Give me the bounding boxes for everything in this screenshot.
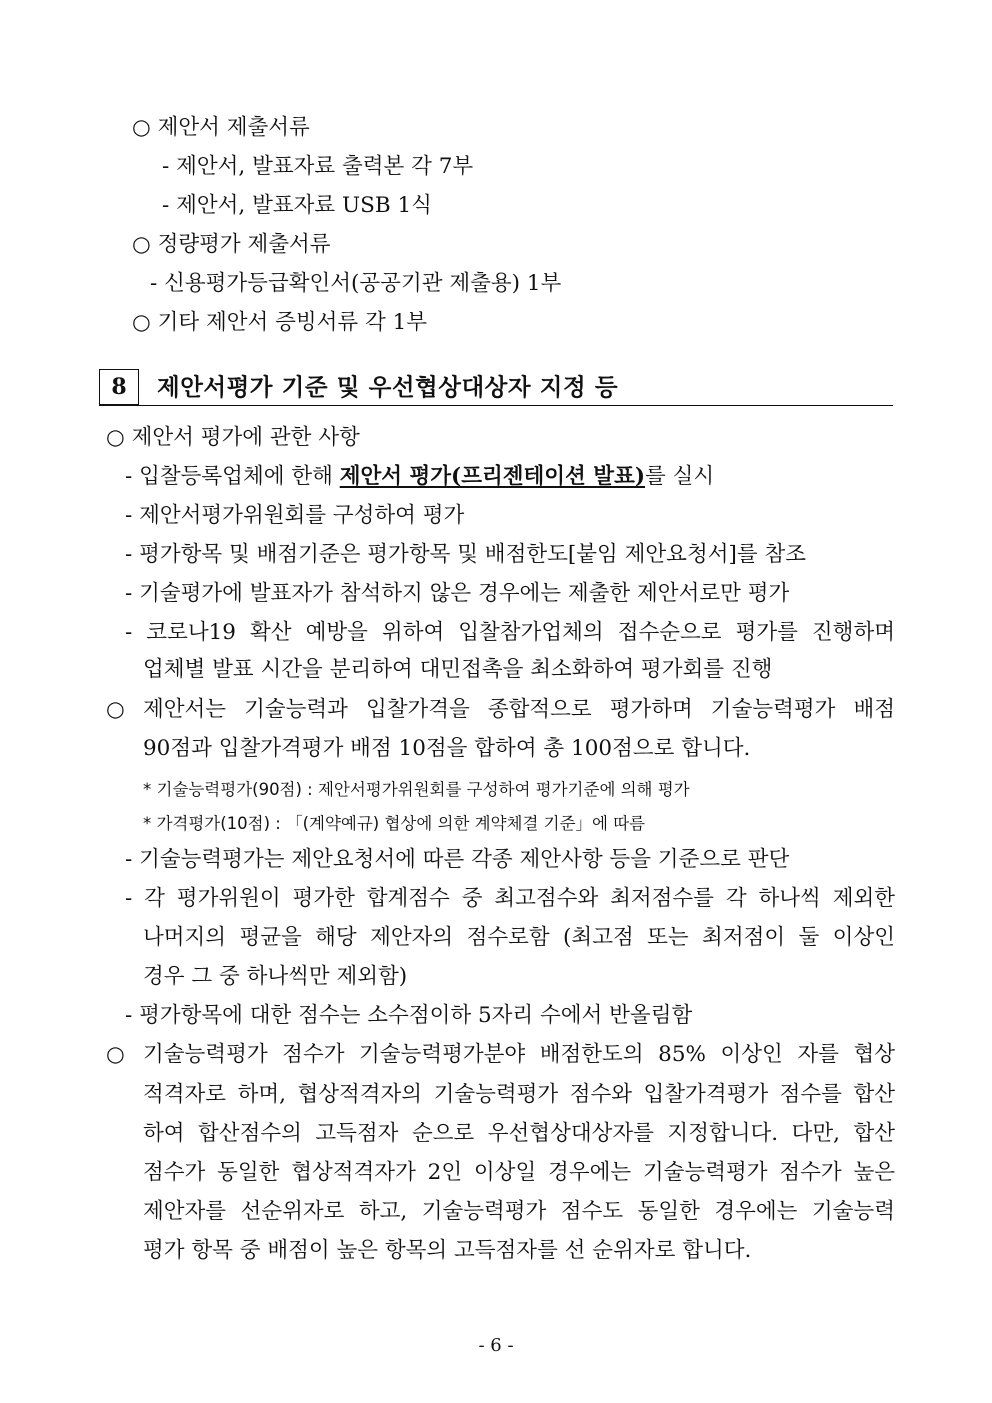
list-item: - 제안서, 발표자료 USB 1식: [162, 193, 432, 218]
list-item: - 코로나19 확산 예방을 위하여 입찰참가업체의 접수순으로 평가를 진행하며: [125, 620, 895, 645]
paragraph-continuation: 적격자로 하며, 협상적격자의 기술능력평가 점수와 입찰가격평가 점수를 합산: [143, 1082, 895, 1107]
list-item: - 기술능력평가는 제안요청서에 따른 각종 제안사항 등을 기준으로 판단: [125, 847, 790, 872]
section-title: 제안서평가 기준 및 우선협상대상자 지정 등: [157, 373, 619, 401]
paragraph-continuation: 점수가 동일한 협상적격자가 2인 이상일 경우에는 기술능력평가 점수가 높은: [143, 1160, 895, 1185]
list-item-continuation: 업체별 발표 시간을 분리하여 대민접촉을 최소화하여 평가회를 진행: [143, 657, 773, 682]
section-divider: [99, 405, 893, 406]
paragraph-heading: ○ 제안서 평가에 관한 사항: [106, 425, 360, 450]
list-item: - 평가항목 및 배점기준은 평가항목 및 배점한도[붙임 제안요청서]를 참조: [125, 542, 807, 567]
page-number: - 6 -: [478, 1335, 514, 1356]
list-item: [125, 462, 714, 492]
paragraph: 기술능력평가 점수가 기술능력평가분야 배점한도의 85% 이상인 자를 협상: [143, 1042, 895, 1067]
bullet-icon: ○: [106, 697, 125, 722]
list-item: ○ 정량평가 제출서류: [132, 232, 331, 257]
text: - 입찰등록업체에 한해: [125, 464, 340, 489]
list-item: - 신용평가등급확인서(공공기관 제출용) 1부: [150, 271, 562, 296]
section-number: 8: [99, 369, 139, 405]
list-item: - 제안서, 발표자료 출력본 각 7부: [162, 154, 474, 179]
paragraph: 제안서는 기술능력과 입찰가격을 종합적으로 평가하며 기술능력평가 배점: [143, 697, 895, 722]
list-item: - 기술평가에 발표자가 참석하지 않은 경우에는 제출한 제안서로만 평가: [125, 581, 790, 606]
paragraph-continuation: 하여 합산점수의 고득점자 순으로 우선협상대상자를 지정합니다. 다만, 합산: [143, 1121, 895, 1146]
bullet-icon: ○: [106, 1042, 125, 1067]
list-item: - 제안서평가위원회를 구성하여 평가: [125, 503, 465, 528]
list-item: - 각 평가위원이 평가한 합계점수 중 최고점수와 최저점수를 각 하나씩 제외한: [125, 886, 895, 911]
underlined-emphasis: 제안서 평가(프리젠테이션 발표): [339, 464, 646, 489]
list-item-continuation: 나머지의 평균을 해당 제안자의 점수로함 (최고점 또는 최저점이 둘 이상인: [143, 925, 895, 950]
footnote: * 기술능력평가(90점) : 제안서평가위원회를 구성하여 평가기준에 의해 평가: [143, 780, 690, 799]
list-item-continuation: 경우 그 중 하나씩만 제외함): [143, 964, 408, 989]
list-item: - 평가항목에 대한 점수는 소수점이하 5자리 수에서 반올림함: [125, 1003, 693, 1028]
list-item: ○ 기타 제안서 증빙서류 각 1부: [132, 310, 428, 335]
paragraph-continuation: 90점과 입찰가격평가 배점 10점을 합하여 총 100점으로 합니다.: [143, 736, 751, 761]
text: 를 실시: [645, 464, 715, 489]
paragraph-continuation: 평가 항목 중 배점이 높은 항목의 고득점자를 선 순위자로 합니다.: [143, 1238, 752, 1263]
footnote: * 가격평가(10점) : 「(계약예규) 협상에 의한 계약체결 기준」에 따름: [143, 814, 646, 833]
list-item: ○ 제안서 제출서류: [132, 115, 310, 140]
paragraph-continuation: 제안자를 선순위자로 하고, 기술능력평가 점수도 동일한 경우에는 기술능력: [143, 1199, 895, 1224]
